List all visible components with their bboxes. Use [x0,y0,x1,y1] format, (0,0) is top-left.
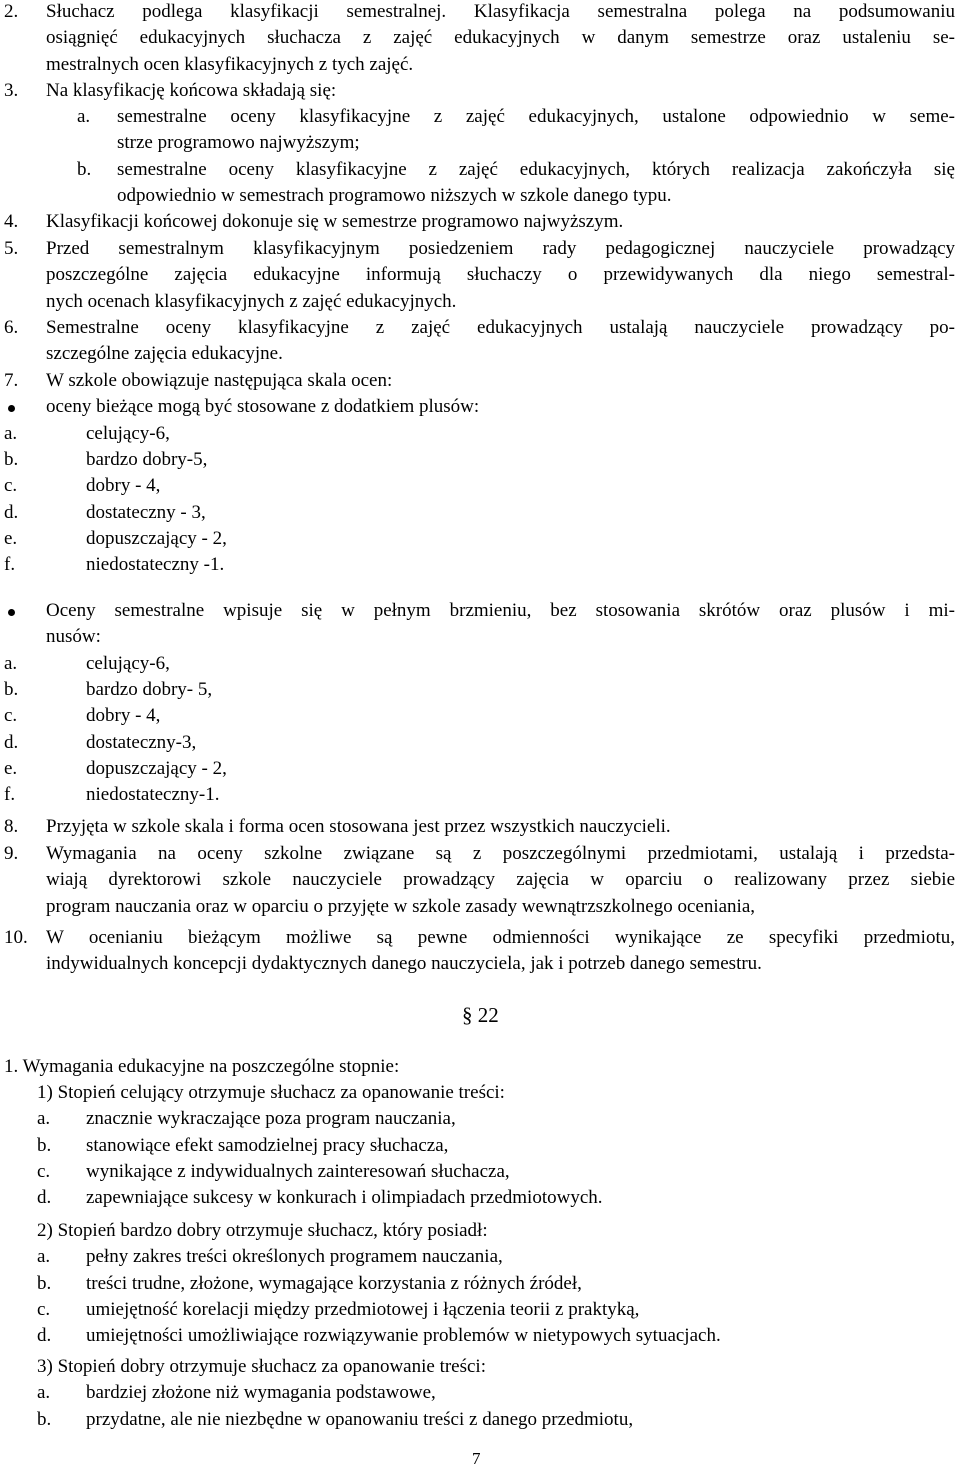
item-number: e. [4,527,18,549]
item-text: semestralne oceny klasyfikacyjne z zajęć edukacyjnych, których realizacja zakończyła się [117,159,955,180]
item-text-continued: osiągnięć edukacyjnych słuchacza z zajęć edukacyjnych w danym semestrze oraz ustaleniu se- [46,27,955,49]
item-number: f. [4,554,16,575]
item-number: b. [37,1408,52,1430]
item-text: Przed semestralnym klasyfikacyjnym posiedzeniem rady pedagogicznej nauczyciele prowadzący [46,238,955,259]
grade-item: dopuszczający - 2, [86,757,227,779]
grade-level-title: 2) Stopień bardzo dobry otrzymuje słuchacz, który posiadł: [37,1220,488,1241]
item-number: 7. [4,370,19,391]
item-number: 6. [4,317,19,338]
item-number: 5. [4,238,19,259]
item-number: 8. [4,816,19,837]
item-text-continued: program nauczania oraz w oparciu o przyjęte w szkole zasady wewnątrzszkolnego oceniania, [46,895,756,917]
item-number: a. [37,1382,51,1404]
requirement-item: bardziej złożone niż wymagania podstawowe, [86,1382,436,1404]
item-number: c. [37,1160,51,1182]
item-number: c. [37,1298,51,1320]
grade-item: celujący-6, [86,423,170,444]
item-number: a. [77,106,91,127]
page-number: 7 [472,1449,481,1468]
requirement-item: pełny zakres treści określonych programem nauczania, [86,1246,503,1268]
grade-item: dobry - 4, [86,475,161,497]
item-number: d. [37,1325,52,1347]
item-text-continued: indywidualnych koncepcji dydaktycznych danego nauczyciela, jak i potrzeb danego semestru. [46,953,762,975]
item-text: Klasyfikacji końcowej dokonuje się w semestrze programowo najwyższym. [46,211,624,232]
item-number: 2. [4,1,19,22]
item-text-continued: strze programowo najwyższym; [117,132,360,154]
section-number: § 22 [462,1003,499,1027]
item-text: Semestralne oceny klasyfikacyjne z zajęć edukacyjnych ustalają nauczyciele prowadzący po- [46,317,955,338]
requirement-item: umiejętności umożliwiające rozwiązywanie problemów w nietypowych sytuacjach. [86,1325,721,1347]
item-number: a. [37,1246,51,1268]
item-number: a. [37,1108,51,1130]
item-number: 3. [4,80,19,101]
item-text-continued: odpowiednio w semestrach programowo niższych w szkole danego typu. [117,185,672,207]
item-text: Wymagania na oceny szkolne związane są z poszczególnymi przedmiotami, ustalają i przedsta- [46,843,955,864]
item-text-continued: nych ocenach klasyfikacyjnych z zajęć edukacyjnych. [46,290,457,312]
grade-item: dopuszczający - 2, [86,527,227,549]
item-text-continued: poszczególne zajęcia edukacyjne informują słuchaczy o przewidywanych dla niego semestral- [46,264,955,286]
requirement-item: znacznie wykraczające poza program nauczania, [86,1108,456,1130]
bullet-icon [8,405,15,412]
bullet-icon [8,609,15,616]
grade-item: dostateczny - 3, [86,501,206,523]
item-text: W szkole obowiązuje następująca skala ocen: [46,370,393,391]
requirement-item: treści trudne, złożone, wymagające korzystania z różnych źródeł, [86,1272,582,1294]
item-number: d. [4,731,19,753]
item-text-continued: mestralnych ocen klasyfikacyjnych z tych zajęć. [46,53,414,75]
requirement-item: stanowiące efekt samodzielnej pracy słuchacza, [86,1134,449,1156]
bullet-text-continued: nusów: [46,626,101,647]
item-number: d. [37,1187,52,1209]
requirement-item: wynikające z indywidualnych zainteresowań słuchacza, [86,1160,510,1182]
grade-item: dobry - 4, [86,705,161,727]
grade-item: bardzo dobry- 5, [86,679,213,701]
grade-item: bardzo dobry-5, [86,449,208,471]
item-number: d. [4,501,19,523]
item-text: semestralne oceny klasyfikacyjne z zajęć edukacyjnych, ustalone odpowiednio w seme- [117,106,955,127]
item-number: a. [4,653,18,674]
item-number: b. [4,449,19,471]
item-number: a. [4,423,18,444]
item-number: 10. [4,927,28,948]
item-number: c. [4,475,18,497]
requirement-item: umiejętność korelacji między przedmiotowej i łączenia teorii z praktyką, [86,1298,640,1320]
item-text: Przyjęta w szkole skala i forma ocen stosowana jest przez wszystkich nauczycieli. [46,816,671,837]
grade-level-title: 1) Stopień celujący otrzymuje słuchacz za opanowanie treści: [37,1082,505,1103]
grade-item: dostateczny-3, [86,731,197,753]
item-number: f. [4,784,16,805]
grade-level-title: 3) Stopień dobry otrzymuje słuchacz za opanowanie treści: [37,1356,486,1377]
requirement-item: przydatne, ale nie niezbędne w opanowaniu treści z danego przedmiotu, [86,1408,634,1430]
grade-item: niedostateczny -1. [86,554,225,575]
requirement-item: zapewniające sukcesy w konkurach i olimpiadach przedmiotowych. [86,1187,603,1209]
bullet-text: oceny bieżące mogą być stosowane z dodatkiem plusów: [46,396,480,417]
item-text: Słuchacz podlega klasyfikacji semestralnej. Klasyfikacja semestralna polega na podsumowaniu [46,1,955,22]
item-text: W ocenianiu bieżącym możliwe są pewne odmienności wynikające ze specyfiki przedmiotu, [46,927,955,948]
item-number: e. [4,757,18,779]
bullet-text: Oceny semestralne wpisuje się w pełnym brzmieniu, bez stosowania skrótów oraz plusów i mi- [46,600,955,621]
grade-item: niedostateczny-1. [86,784,220,805]
item-number: c. [4,705,18,727]
item-text-continued: wiają dyrektorowi szkole nauczyciele prowadzący zajęcia w oparciu o realizowany przez siebie [46,869,955,891]
item-number: b. [4,679,19,701]
requirements-heading: 1. Wymagania edukacyjne na poszczególne stopnie: [4,1056,400,1077]
item-number: b. [77,159,92,180]
item-number: b. [37,1272,52,1294]
item-number: 4. [4,211,19,232]
item-number: b. [37,1134,52,1156]
item-text: Na klasyfikację końcowa składają się: [46,80,337,101]
item-number: 9. [4,843,19,864]
item-text-continued: szczególne zajęcia edukacyjne. [46,343,283,365]
grade-item: celujący-6, [86,653,170,674]
